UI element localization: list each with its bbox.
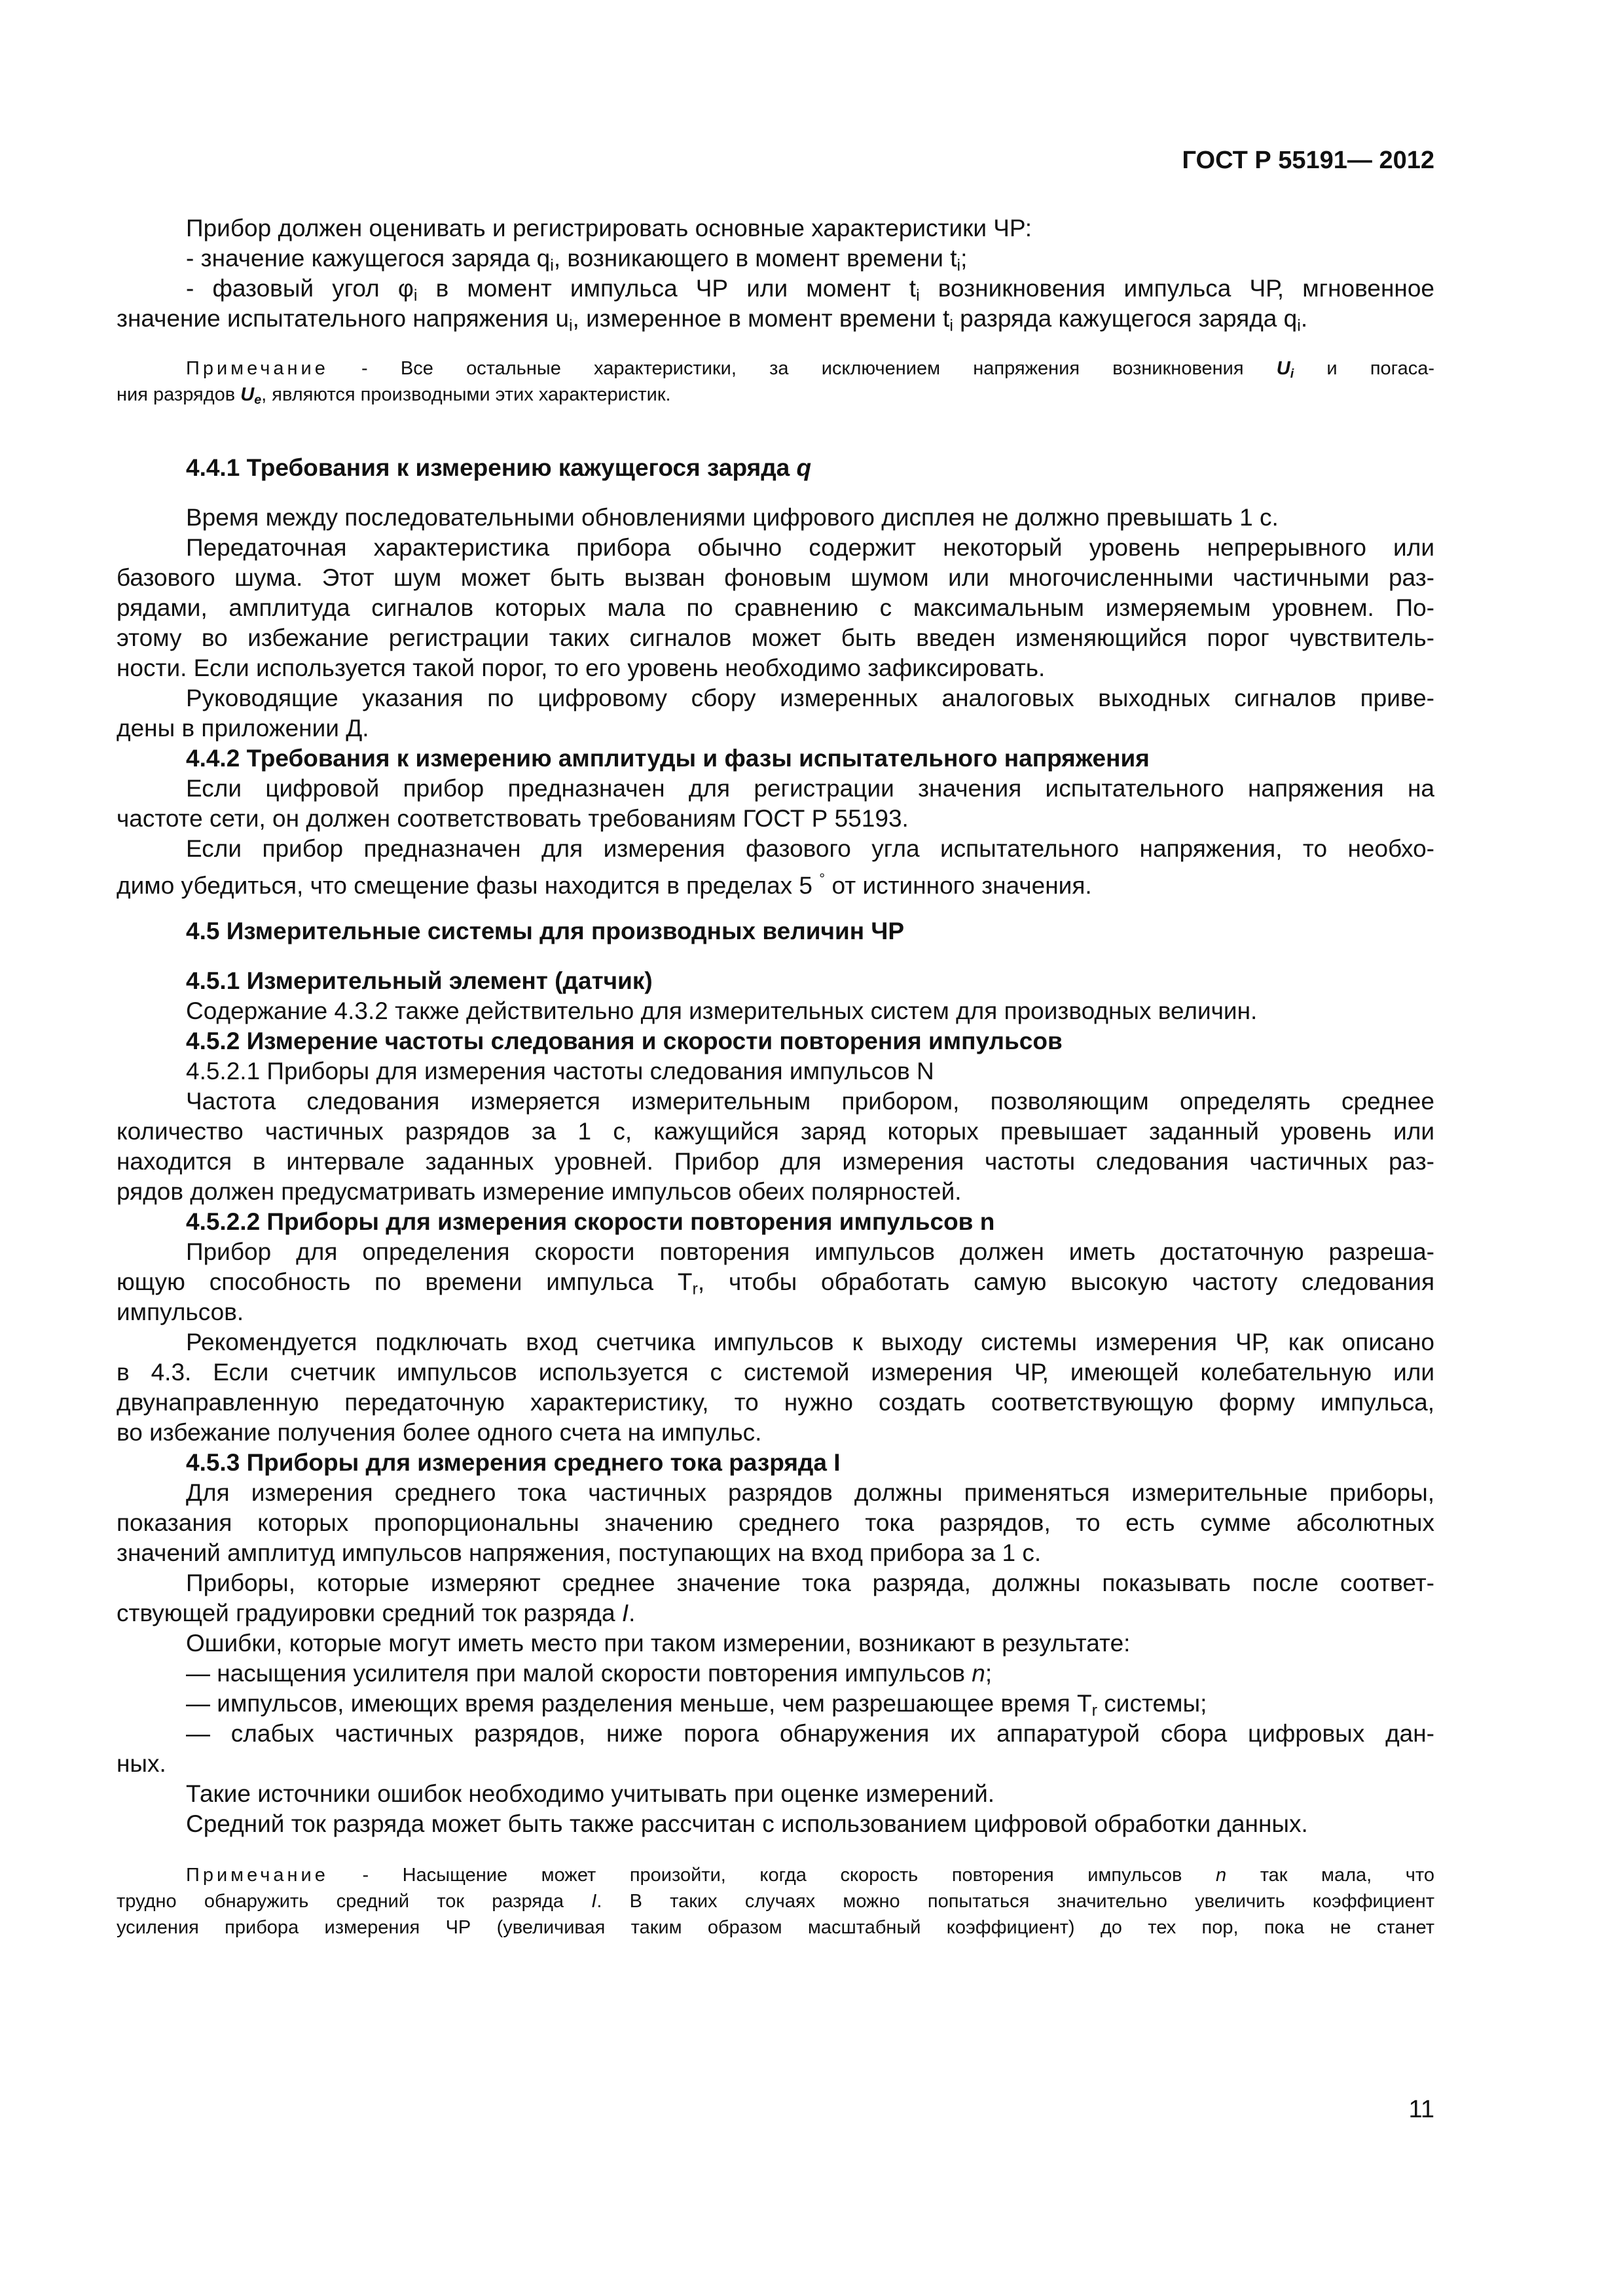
s4522-p1-line-2: ющую способность по времени импульса $T_r$, чтобы обработать самую высокую частоту следования: [117, 1268, 1435, 1299]
section-4-4-1-heading: 4.4.1 Требования к измерению кажущегося заряда q: [186, 454, 812, 481]
s441-p2-line-5: ности. Если используется такой порог, то его уровень необходимо зафиксировать.: [117, 655, 1046, 681]
section-4-4-2-heading: 4.4.2 Требования к измерению амплитуды и фазы испытательного напряжения: [186, 745, 1150, 772]
note-label: Примечание: [186, 358, 329, 379]
intro-line-3: - фазовый угол $\varphi_i$ в момент импульса ЧР или момент $t_i$ возникновения импульса ЧР, мгновенное: [186, 275, 1434, 305]
s453-bullet-3-line-2: ных.: [117, 1750, 166, 1777]
s4522-p2-line-3: двунаправленную передаточную характеристику, то нужно создать соответствующую форму импульса,: [117, 1389, 1434, 1416]
section-4-5-3-heading: 4.5.3 Приборы для измерения среднего тока разряда I: [186, 1449, 841, 1476]
s4521-p1-line-2: количество частичных разрядов за 1 с, кажущийся заряд которых превышает заданный уровень или: [117, 1118, 1434, 1145]
page-number: 11: [1408, 2096, 1434, 2123]
s451-p1: Содержание 4.3.2 также действительно для измерительных систем для производных величин.: [186, 997, 1258, 1024]
s441-p2-line-1: Передаточная характеристика прибора обычно содержит некоторый уровень непрерывного или: [186, 534, 1434, 561]
note-2-line-1: Примечание - Насыщение может произойти, когда скорость повторения импульсов n так мала, что: [186, 1865, 1434, 1886]
s453-p1-line-2: показания которых пропорциональны значению среднего тока разрядов, то есть сумме абсолютных: [117, 1509, 1434, 1536]
s453-p1-line-3: значений амплитуд импульсов напряжения, поступающих на вход прибора за 1 с.: [117, 1539, 1042, 1566]
standard-code-header: ГОСТ Р 55191— 2012: [1182, 147, 1434, 174]
s442-p2-line-2: димо убедиться, что смещение фазы находится в пределах 5 ° от истинного значения.: [117, 870, 1092, 899]
section-4-5-2-1-heading: 4.5.2.1 Приборы для измерения частоты следования импульсов N: [186, 1058, 934, 1085]
section-4-5-2-heading: 4.5.2 Измерение частоты следования и скорости повторения импульсов: [186, 1028, 1063, 1054]
intro-line-2: - значение кажущегося заряда $q_i$, возникающего в момент времени $t_i$;: [186, 245, 968, 275]
s441-p3-line-2: дены в приложении Д.: [117, 715, 369, 742]
s4522-p2-line-2: в 4.3. Если счетчик импульсов используется с системой измерения ЧР, имеющей колебательную или: [117, 1359, 1434, 1386]
note-1-line-2: ния разрядов $U_e$, являются производными этих характеристик.: [117, 384, 671, 407]
s4522-p1-line-1: Прибор для определения скорости повторения импульсов должен иметь достаточную разреша-: [186, 1238, 1434, 1265]
s453-bullet-3-line-1: — слабых частичных разрядов, ниже порога обнаружения их аппаратурой сбора цифровых дан-: [186, 1720, 1434, 1747]
intro-line-1: Прибор должен оценивать и регистрировать основные характеристики ЧР:: [186, 215, 1032, 242]
s4522-p2-line-1: Рекомендуется подключать вход счетчика импульсов к выходу системы измерения ЧР, как описано: [186, 1329, 1434, 1355]
note-label: Примечание: [186, 1865, 329, 1886]
s4521-p1-line-1: Частота следования измеряется измерительным прибором, позволяющим определять среднее: [186, 1088, 1434, 1115]
s442-p1-line-1: Если цифровой прибор предназначен для регистрации значения испытательного напряжения на: [186, 775, 1434, 802]
s4521-p1-line-3: находится в интервале заданных уровней. Прибор для измерения частоты следования частичных раз-: [117, 1148, 1434, 1175]
s453-bullet-1: — насыщения усилителя при малой скорости повторения импульсов n;: [186, 1660, 993, 1687]
s442-p1-line-2: частоте сети, он должен соответствовать требованиям ГОСТ Р 55193.: [117, 805, 909, 832]
s453-p2-line-1: Приборы, которые измеряют среднее значение тока разряда, должны показывать после соответ-: [186, 1570, 1434, 1596]
section-4-5-1-heading: 4.5.1 Измерительный элемент (датчик): [186, 967, 653, 994]
s453-p3: Ошибки, которые могут иметь место при таком измерении, возникают в результате:: [186, 1630, 1131, 1657]
s453-p4: Такие источники ошибок необходимо учитывать при оценке измерений.: [186, 1780, 995, 1807]
section-4-5-heading: 4.5 Измерительные системы для производных величин ЧР: [186, 918, 905, 944]
note-2-line-2: трудно обнаружить средний ток разряда I. В таких случаях можно попытаться значительно увеличить коэффициент: [117, 1891, 1434, 1912]
note-2-line-3: усиления прибора измерения ЧР (увеличивая таким образом масштабный коэффициент) до тех пор, пока не станет: [117, 1917, 1434, 1938]
s4521-p1-line-4: рядов должен предусматривать измерение импульсов обеих полярностей.: [117, 1178, 962, 1205]
s441-p1: Время между последовательными обновлениями цифрового дисплея не должно превышать 1 с.: [186, 504, 1279, 531]
s441-p2-line-4: этому во избежание регистрации таких сигналов может быть введен изменяющийся порог чувствитель-: [117, 624, 1434, 651]
s441-p2-line-2: базового шума. Этот шум может быть вызван фоновым шумом или многочисленными частичными раз-: [117, 564, 1434, 591]
s4522-p2-line-4: во избежание получения более одного счета на импульс.: [117, 1419, 762, 1446]
note-1-line-1: Примечание - Все остальные характеристики, за исключением напряжения возникновения $U_i$ и погаса-: [186, 358, 1435, 381]
s453-bullet-2: — импульсов, имеющих время разделения меньше, чем разрешающее время $T_r$ системы;: [186, 1690, 1207, 1720]
s441-p2-line-3: рядами, амплитуда сигналов которых мала по сравнению с максимальным измеряемым уровнем. По-: [117, 594, 1434, 621]
s453-p1-line-1: Для измерения среднего тока частичных разрядов должны применяться измерительные приборы,: [186, 1479, 1434, 1506]
s442-p2-line-1: Если прибор предназначен для измерения фазового угла испытательного напряжения, то необхо-: [186, 835, 1434, 862]
s4522-p1-line-3: импульсов.: [117, 1299, 244, 1325]
s453-p5: Средний ток разряда может быть также рассчитан с использованием цифровой обработки данных.: [186, 1810, 1308, 1837]
intro-line-4: значение испытательного напряжения $u_i$, измеренное в момент времени $t_i$ разряда кажущегося заряда $q_i$.: [117, 305, 1308, 335]
s453-p2-line-2: ствующей градуировки средний ток разряда I.: [117, 1600, 636, 1626]
section-4-5-2-2-heading: 4.5.2.2 Приборы для измерения скорости повторения импульсов n: [186, 1208, 995, 1235]
s441-p3-line-1: Руководящие указания по цифровому сбору измеренных аналоговых выходных сигналов приве-: [186, 685, 1434, 711]
